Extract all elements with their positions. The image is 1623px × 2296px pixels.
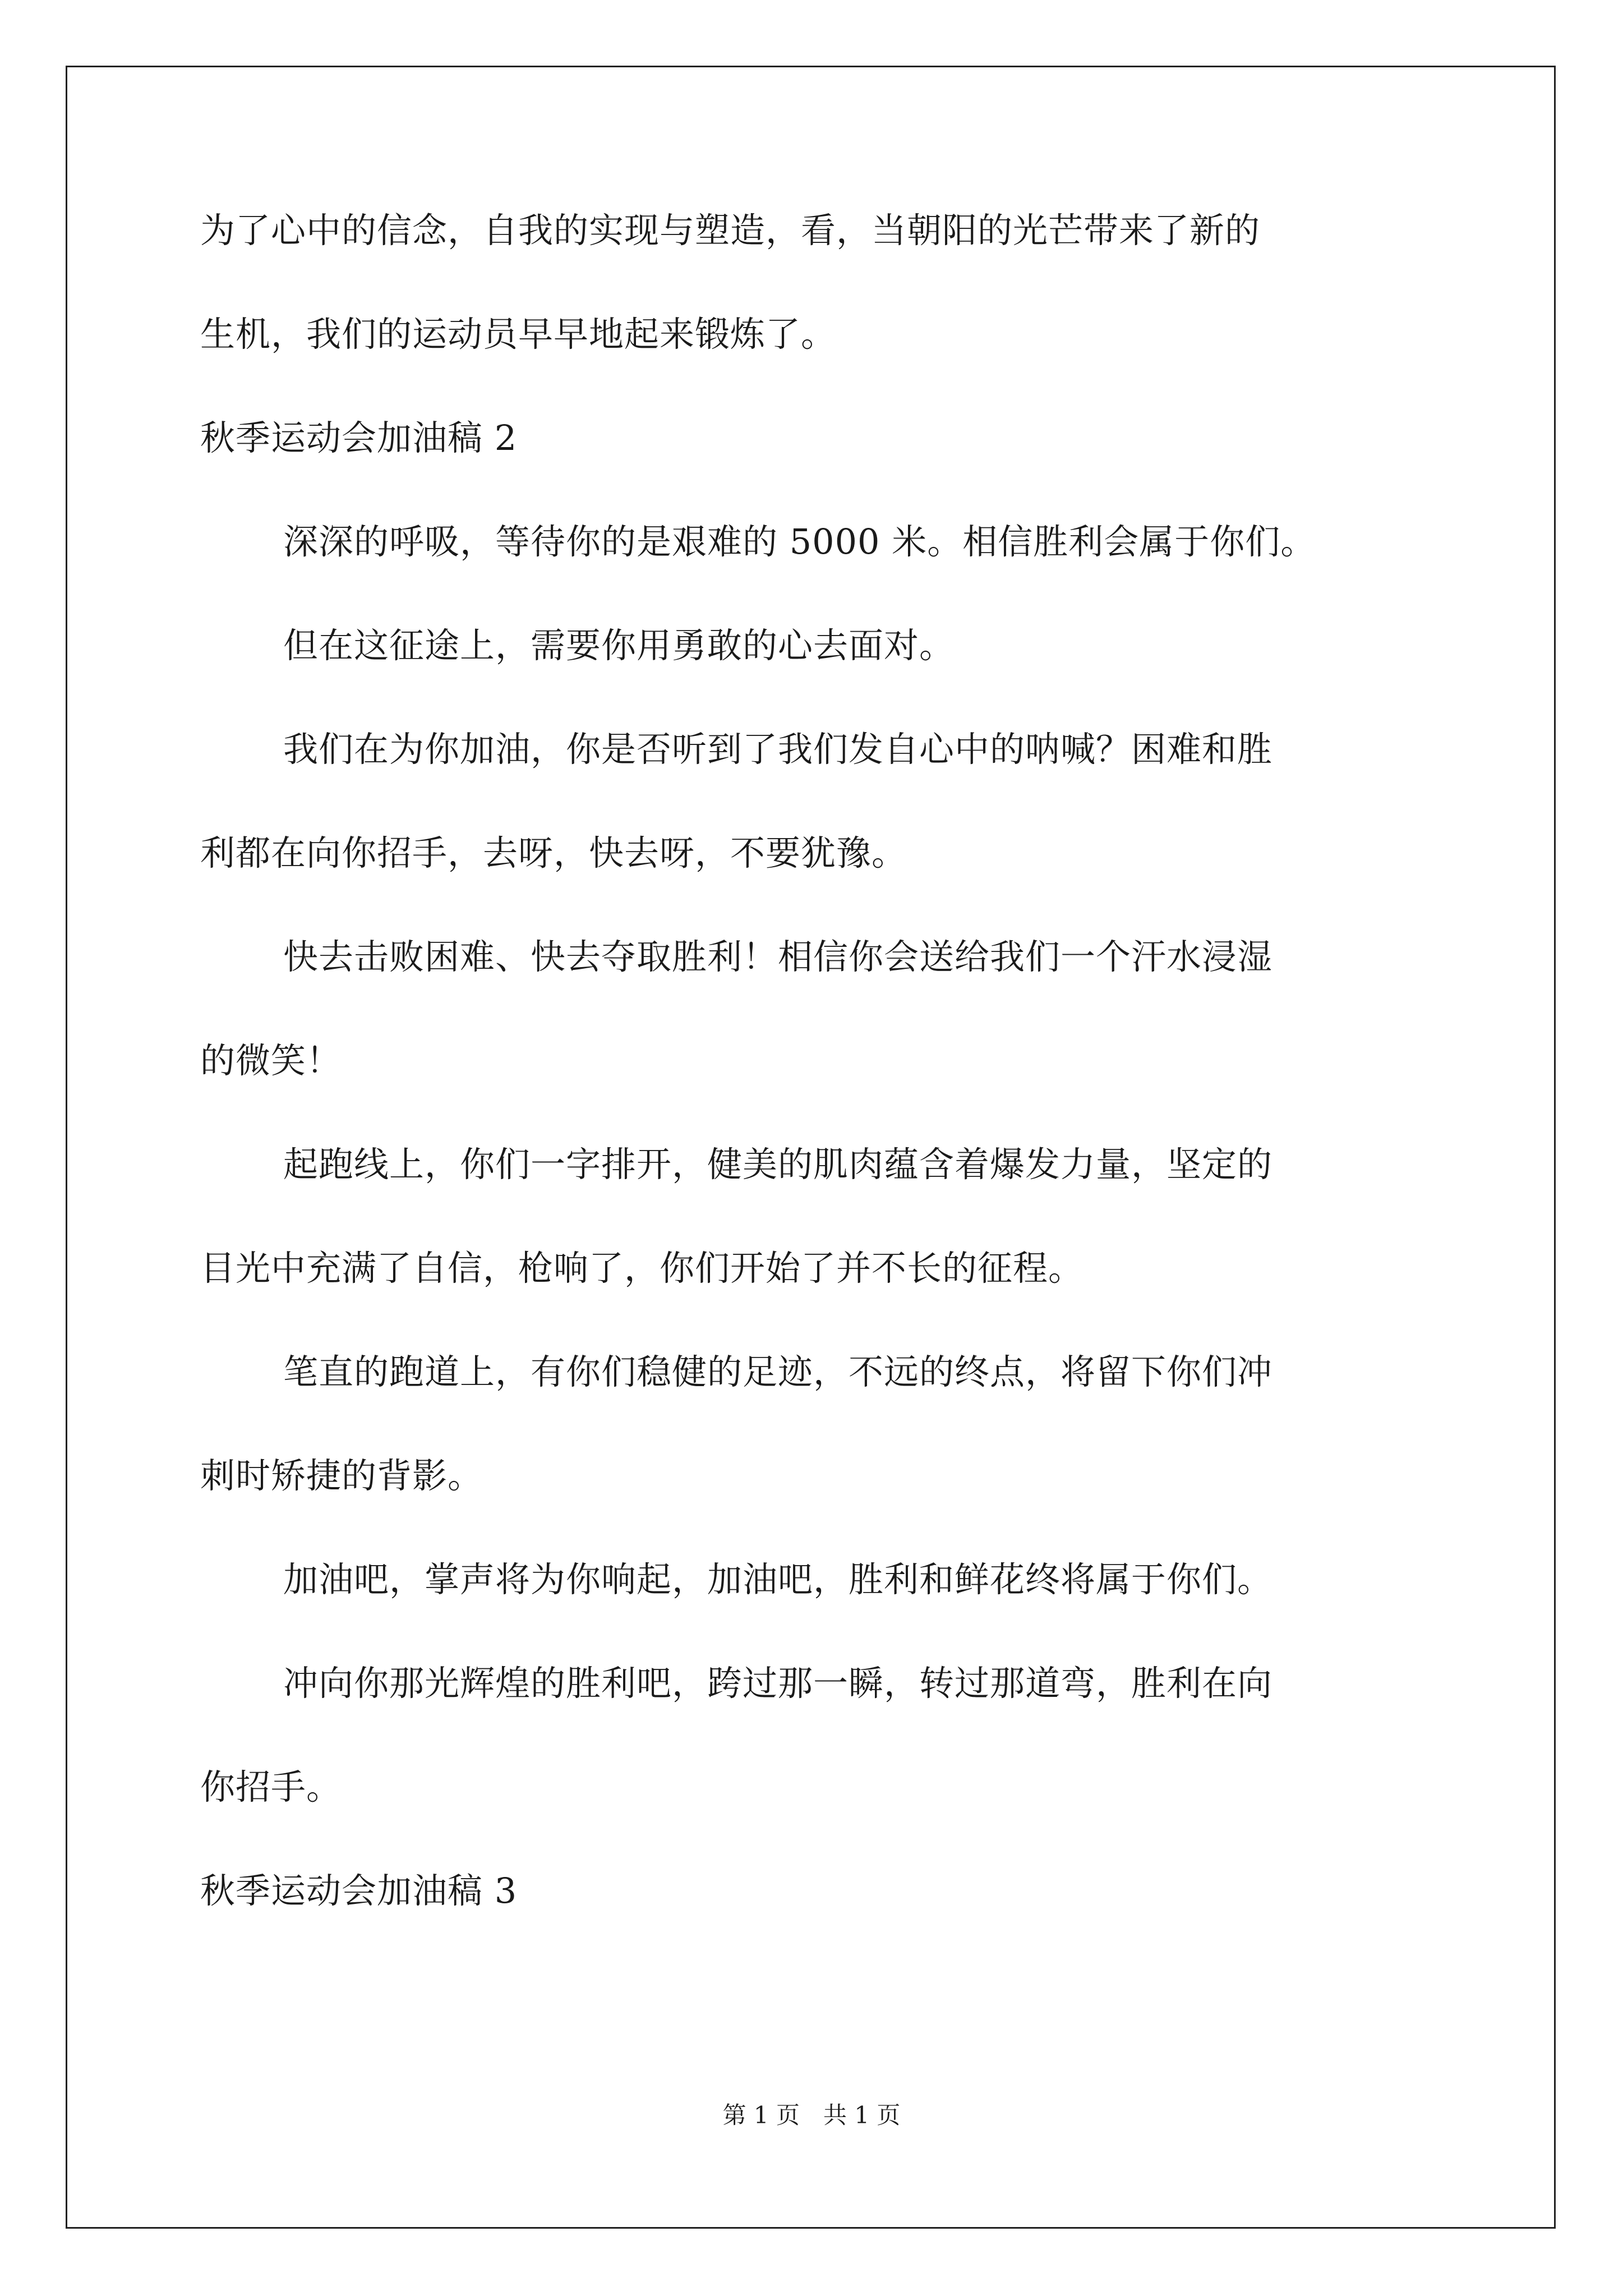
paragraph-line: 你招手。 <box>200 1766 342 1807</box>
paragraph-line: 冲向你那光辉煌的胜利吧，跨过那一瞬，转过那道弯，胜利在向 <box>283 1663 1273 1704</box>
paragraph-line: 加油吧，掌声将为你响起，加油吧，胜利和鲜花终将属于你们。 <box>283 1559 1273 1600</box>
page-number-footer: 第 1 页 共 1 页 <box>722 2101 901 2129</box>
paragraph-line: 快去击败困难、快去夺取胜利！相信你会送给我们一个汗水浸湿 <box>283 936 1273 977</box>
paragraph-line: 笔直的跑道上，有你们稳健的足迹，不远的终点，将留下你们冲 <box>283 1351 1273 1392</box>
section-heading: 秋季运动会加油稿 3 <box>200 1870 518 1911</box>
document-body <box>200 210 1468 1977</box>
section-heading: 秋季运动会加油稿 2 <box>200 417 518 458</box>
paragraph-line: 刺时矫捷的背影。 <box>200 1455 483 1496</box>
paragraph-line: 深深的呼吸，等待你的是艰难的 5000 米。相信胜利会属于你们。 <box>283 521 1316 562</box>
paragraph-line: 起跑线上，你们一字排开，健美的肌肉蕴含着爆发力量，坚定的 <box>283 1144 1273 1185</box>
paragraph-line: 为了心中的信念，自我的实现与塑造，看，当朝阳的光芒带来了新的 <box>200 210 1261 251</box>
paragraph-line: 利都在向你招手，去呀，快去呀，不要犹豫。 <box>200 832 907 873</box>
paragraph-line: 目光中充满了自信，枪响了，你们开始了并不长的征程。 <box>200 1248 1084 1289</box>
paragraph-line: 但在这征途上，需要你用勇敢的心去面对。 <box>283 625 955 666</box>
paragraph-line: 生机，我们的运动员早早地起来锻炼了。 <box>200 314 837 355</box>
paragraph-line: 的微笑！ <box>200 1040 342 1081</box>
paragraph-line: 我们在为你加油，你是否听到了我们发自心中的呐喊？困难和胜 <box>283 729 1273 770</box>
